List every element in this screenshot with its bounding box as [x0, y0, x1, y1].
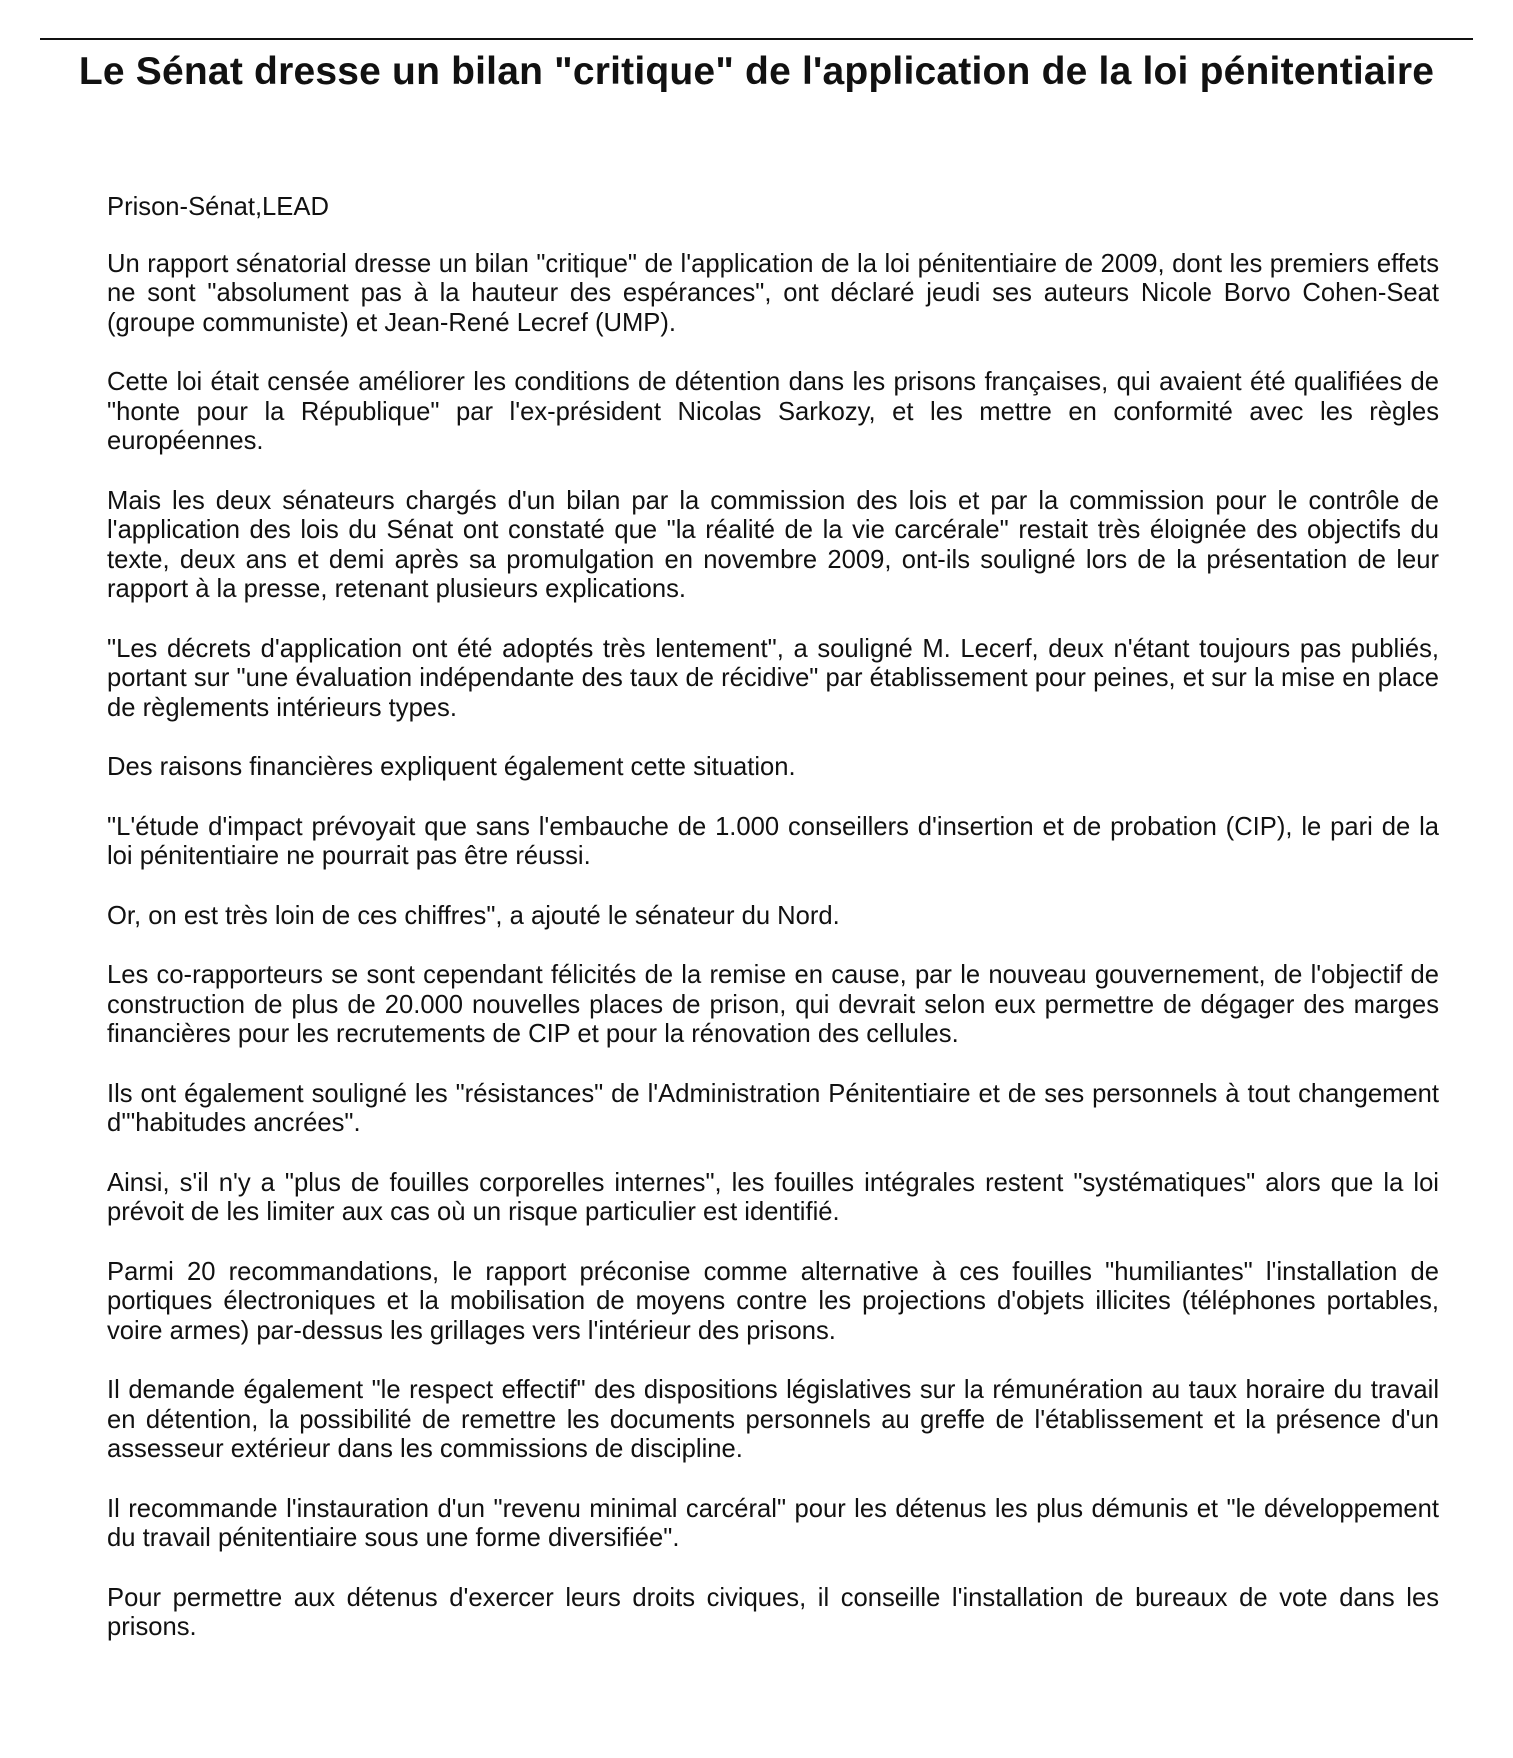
paragraph-4: "Les décrets d'application ont été adoptés très lentement", a souligné M. Lecerf, deux n'étant toujours pas publiés, portant sur "une évaluation indépendante des taux de récidive" par établissement pour peines, et sur la mise en place de règlements intérieurs types.: [107, 634, 1439, 722]
top-rule: [40, 38, 1473, 40]
paragraph-11: Parmi 20 recommandations, le rapport préconise comme alternative à ces fouilles "humiliantes" l'installation de portiques électroniques et la mobilisation de moyens contre les projections d'objets illicites (téléphones portables, voire armes) par-dessus les grillages vers l'intérieur des prisons.: [107, 1257, 1439, 1345]
paragraph-7: Or, on est très loin de ces chiffres", a ajouté le sénateur du Nord.: [107, 901, 840, 930]
paragraph-12: Il demande également "le respect effectif" des dispositions législatives sur la rémunération au taux horaire du travail en détention, la possibilité de remettre les documents personnels au greffe de l'établissement et la présence d'un assesseur extérieur dans les commissions de discipline.: [107, 1376, 1439, 1463]
article-dateline: Prison-Sénat,LEAD: [107, 193, 329, 221]
paragraph-2: Cette loi était censée améliorer les conditions de détention dans les prisons françaises, qui avaient été qualifiées de "honte pour la République" par l'ex-président Nicolas Sarkozy, et les mettre en conformité avec les règles européennes.: [107, 368, 1439, 455]
article-title: Le Sénat dresse un bilan "critique" de l'application de la loi pénitentiaire: [78, 50, 1435, 93]
paragraph-13: Il recommande l'instauration d'un "revenu minimal carcéral" pour les détenus les plus démunis et "le développement du travail pénitentiaire sous une forme diversifiée".: [107, 1494, 1439, 1552]
paragraph-8: Les co-rapporteurs se sont cependant félicités de la remise en cause, par le nouveau gouvernement, de l'objectif de construction de plus de 20.000 nouvelles places de prison, qui devrait selon eux permettre de dégager des marges financières pour les recrutements de CIP et pour la rénovation des cellules.: [107, 961, 1439, 1048]
article-body: [107, 193, 1439, 1673]
paragraph-9: Ils ont également souligné les "résistances" de l'Administration Pénitentiaire et de ses personnels à tout changement d'"habitudes ancrées".: [107, 1079, 1439, 1137]
paragraph-14: Pour permettre aux détenus d'exercer leurs droits civiques, il conseille l'installation de bureaux de vote dans les prisons.: [107, 1583, 1439, 1641]
paragraph-6: "L'étude d'impact prévoyait que sans l'embauche de 1.000 conseillers d'insertion et de probation (CIP), le pari de la loi pénitentiaire ne pourrait pas être réussi.: [107, 812, 1439, 870]
paragraph-10: Ainsi, s'il n'y a "plus de fouilles corporelles internes", les fouilles intégrales restent "systématiques" alors que la loi prévoit de les limiter aux cas où un risque particulier est identifié.: [107, 1168, 1439, 1226]
paragraph-1: Un rapport sénatorial dresse un bilan "critique" de l'application de la loi pénitentiaire de 2009, dont les premiers effets ne sont "absolument pas à la hauteur des espérances", ont déclaré jeudi ses auteurs Nicole Borvo Cohen-Seat (groupe communiste) et Jean-René Lecref (UMP).: [107, 249, 1439, 337]
paragraph-3: Mais les deux sénateurs chargés d'un bilan par la commission des lois et par la commission pour le contrôle de l'application des lois du Sénat ont constaté que "la réalité de la vie carcérale" restait très éloignée des objectifs du texte, deux ans et demi après sa promulgation en novembre 2009, ont-ils souligné lors de la présentation de leur rapport à la presse, retenant plusieurs explications.: [107, 486, 1439, 603]
paragraph-5: Des raisons financières expliquent également cette situation.: [107, 753, 796, 781]
